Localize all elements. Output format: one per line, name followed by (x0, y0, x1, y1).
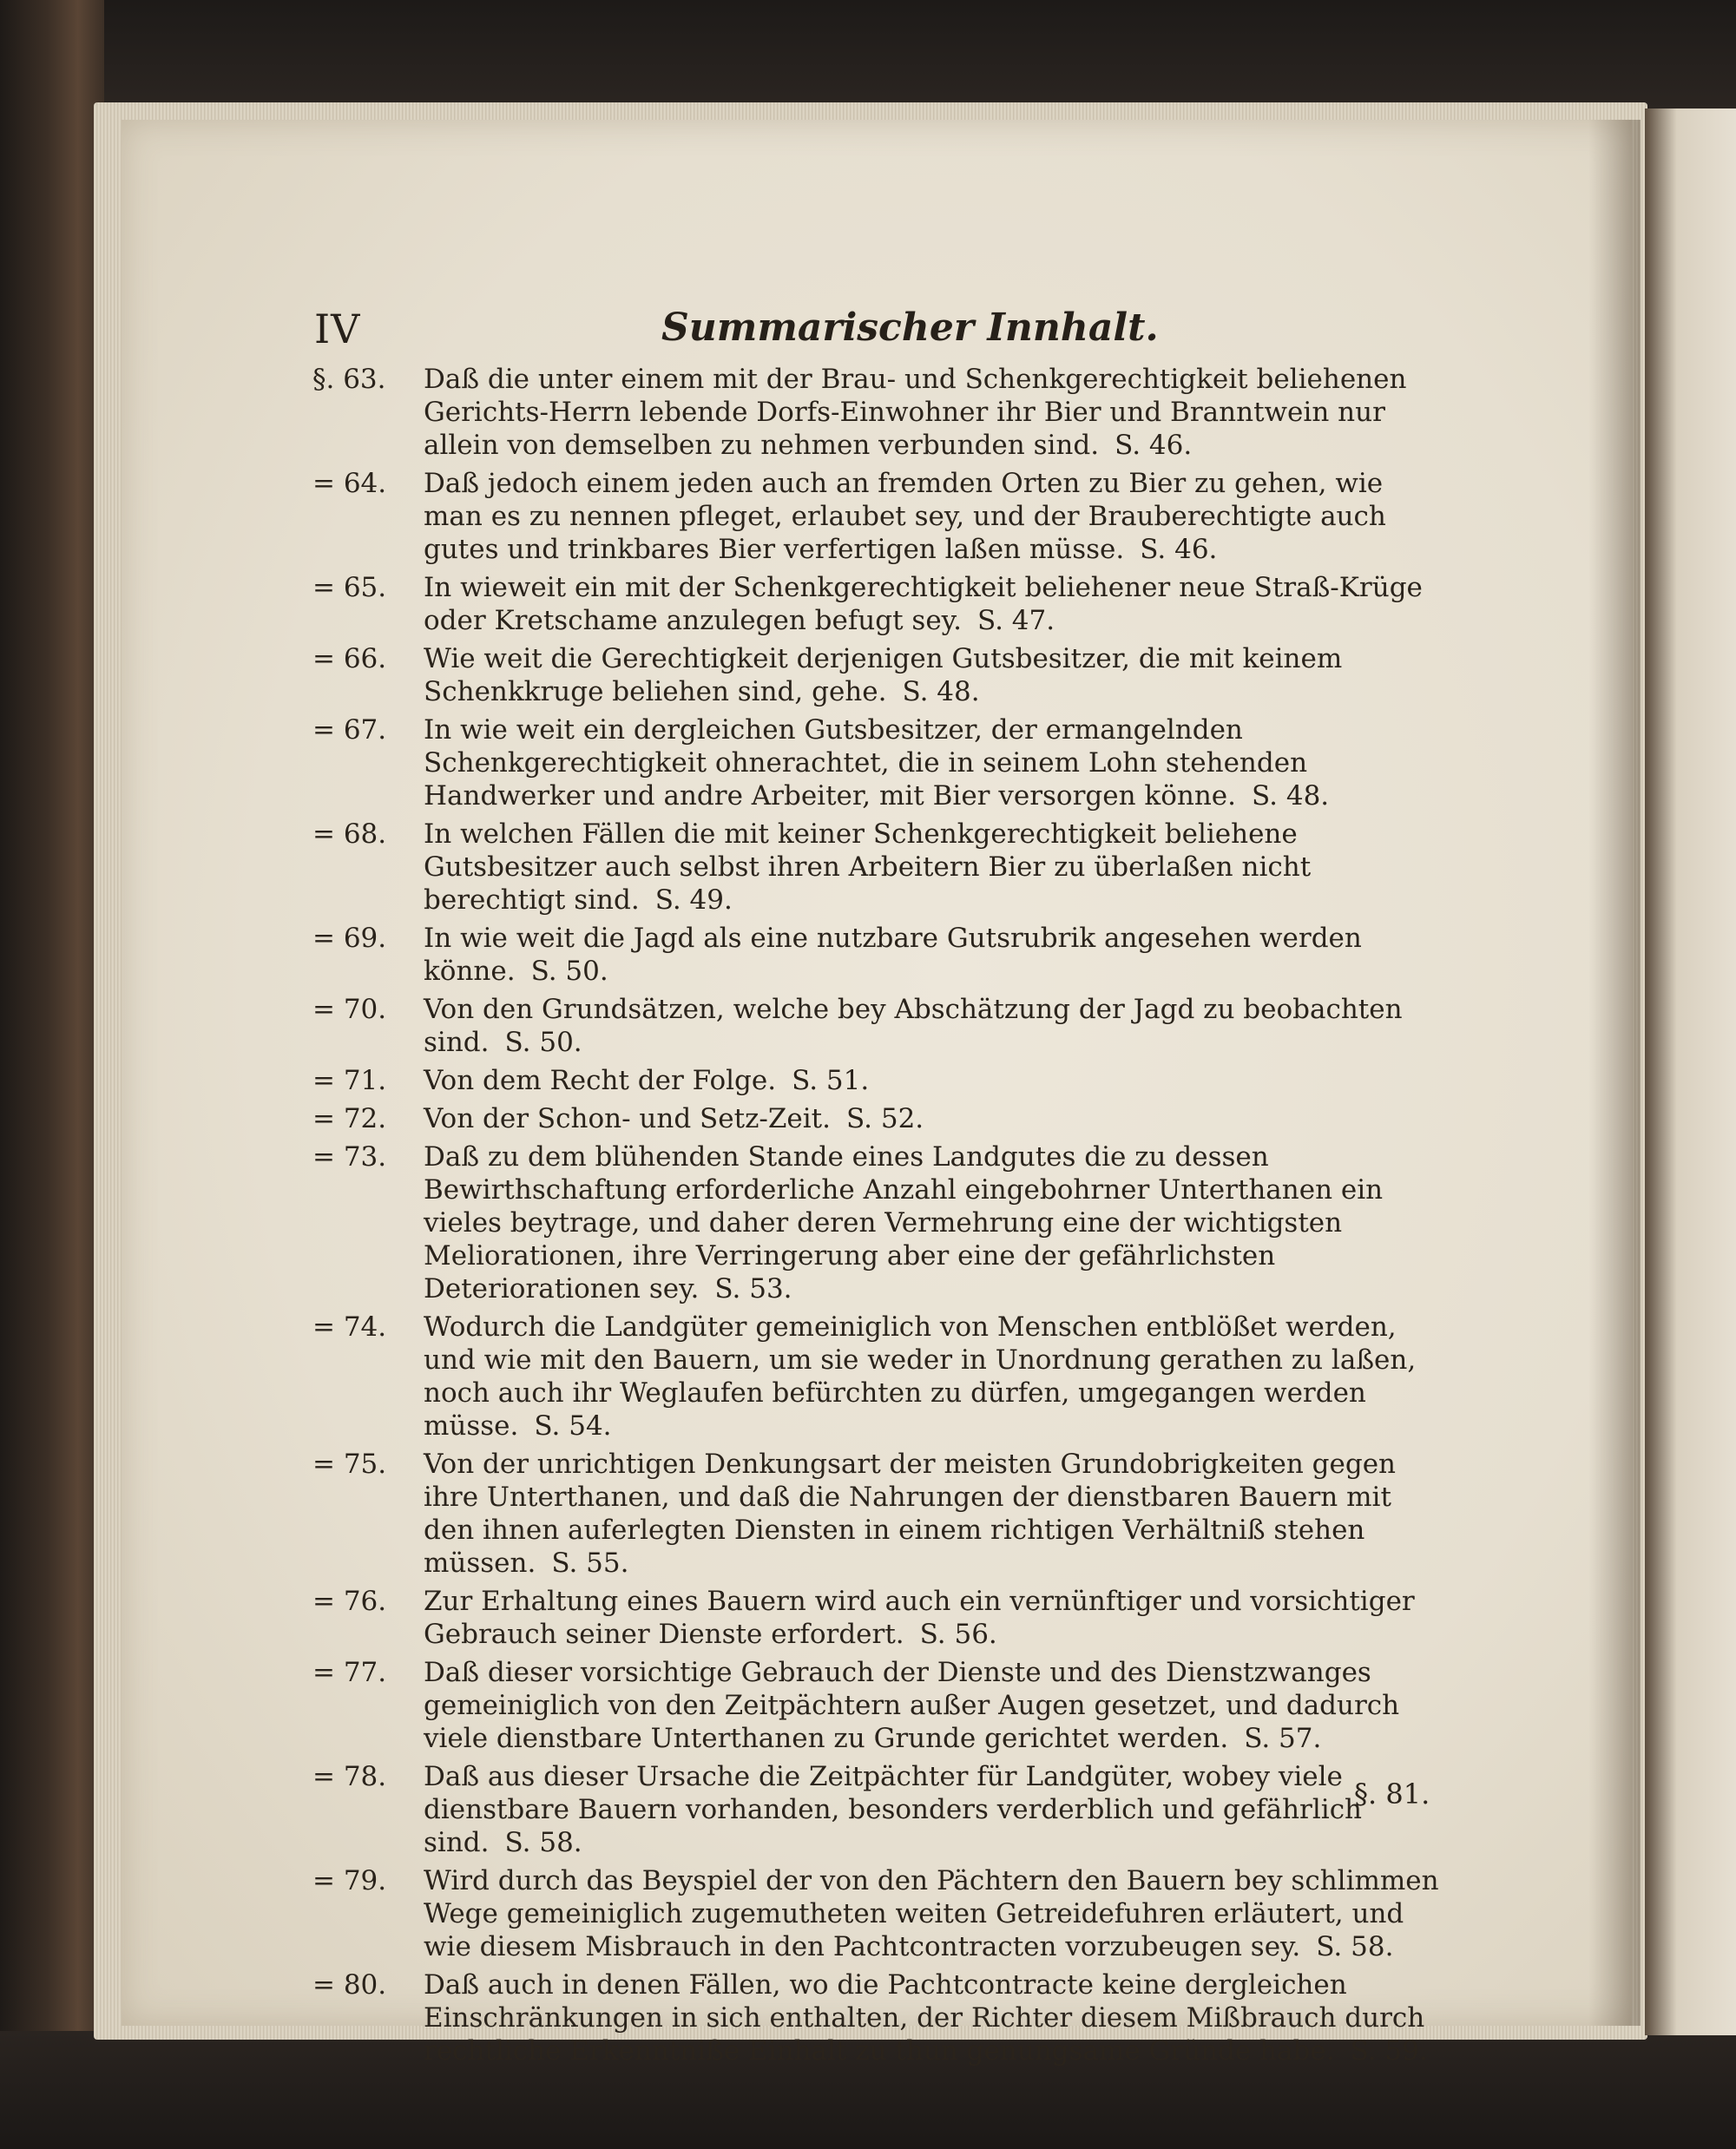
toc-entry (312, 467, 1441, 566)
toc-entry (312, 1140, 1441, 1305)
catchword: §. 81. (1354, 1778, 1430, 1811)
toc-entry (312, 1656, 1441, 1755)
entry-text: Zur Erhaltung eines Bauern wird auch ein vernünftiger und vorsichtiger Gebrauch seiner Dienste erfordert. (424, 1586, 1415, 1650)
book-binding (0, 0, 104, 2149)
entry-text-block (424, 642, 1441, 708)
entry-text-block (424, 467, 1441, 566)
section-marker: = 66. (312, 643, 387, 674)
entry-text: Wodurch die Landgüter gemeiniglich von Menschen entblößet werden, und wie mit den Bauern, um sie weder in Unordnung gerathen zu laßen, noch auch ihr Weglaufen befürchten zu dürfen, umgegangen werden müsse. (424, 1311, 1417, 1442)
page-header (314, 306, 1443, 358)
toc-entry (312, 1102, 1441, 1135)
page-reference: S. 46. (1115, 430, 1193, 461)
section-marker: = 78. (312, 1761, 387, 1792)
toc-entry (312, 363, 1441, 462)
section-marker: = 64. (312, 468, 387, 499)
entry-text-block (424, 922, 1441, 988)
entry-text-block (424, 571, 1441, 637)
gutter-shadow (1588, 120, 1641, 2026)
section-marker: = 79. (312, 1865, 387, 1896)
entry-text: In wieweit ein mit der Schenkgerechtigkeit beliehener neue Straß-Krüge oder Kretschame anzulegen befugt sey. (424, 572, 1423, 636)
section-marker: = 68. (312, 818, 387, 850)
toc-entry (312, 922, 1441, 988)
entry-text-block (424, 1311, 1441, 1443)
entry-text-block (424, 1760, 1441, 1859)
entry-text-block (424, 1064, 1441, 1097)
entry-text-block (424, 1448, 1441, 1580)
page-reference: S. 47. (976, 605, 1055, 636)
page-reference: S. 51. (792, 1065, 870, 1096)
toc-entry (312, 1311, 1441, 1443)
page-reference: S. 50. (530, 956, 608, 987)
entry-text: Daß jedoch einem jeden auch an fremden Orten zu Bier zu gehen, wie man es zu nennen pfleget, erlaubet sey, und der Brauberechtigte auch gutes und trinkbares Bier verfertigen laßen müsse. (424, 468, 1386, 565)
page-reference: S. 54. (534, 1410, 612, 1442)
entry-text: Von der unrichtigen Denkungsart der meisten Grundobrigkeiten gegen ihre Unterthanen, und daß die Nahrungen der dienstbaren Bauern mit den ihnen auferlegten Diensten in einem richtigen Verhältniß stehen müssen. (424, 1449, 1397, 1579)
page-reference: S. 55. (551, 1548, 629, 1579)
entry-text: Von den Grundsätzen, welche bey Abschätzung der Jagd zu beobachten sind. (424, 994, 1403, 1058)
section-marker: = 70. (312, 994, 387, 1025)
entry-text-block (424, 1140, 1441, 1305)
entry-text: In wie weit ein dergleichen Gutsbesitzer, der ermangelnden Schenkgerechtigkeit ohnerachtet, die in seinem Lohn stehenden Handwerker und andre Arbeiter, mit Bier versorgen könne. (424, 714, 1308, 812)
toc-entry (312, 993, 1441, 1059)
page-reference: S. 49. (654, 884, 733, 916)
entry-text-block (424, 1585, 1441, 1651)
entry-text: Daß auch in denen Fällen, wo die Pachtcontracte keine dergleichen Einschränkungen in sich enthalten, der Richter diesem Mißbrauch durch rechtliche Erkenntniße Einhalt zu thun genungsame Gründe habe. (424, 1969, 1425, 2067)
toc-entry (312, 1864, 1441, 1963)
entry-text-block (424, 818, 1441, 917)
section-marker: §. 63. (312, 364, 386, 395)
page-reference: S. 52. (846, 1103, 924, 1134)
toc-entry (312, 571, 1441, 637)
section-marker: = 77. (312, 1657, 387, 1688)
page-reference: S. 48. (902, 676, 980, 707)
section-marker: = 72. (312, 1103, 387, 1134)
section-marker: = 74. (312, 1311, 387, 1343)
page-reference: S. 50. (504, 1027, 582, 1058)
entry-text-block (424, 993, 1441, 1059)
toc-entry (312, 1585, 1441, 1651)
entry-text: Wie weit die Gerechtigkeit derjenigen Gutsbesitzer, die mit keinem Schenkkruge beliehen sind, gehe. (424, 643, 1343, 707)
entry-text-block (424, 1864, 1441, 1963)
entry-text-block (424, 1102, 1441, 1135)
entry-text: Daß dieser vorsichtige Gebrauch der Dienste und des Dienstzwanges gemeiniglich von den Zeitpächtern außer Augen gesetzet, und dadurch viele dienstbare Unterthanen zu Grunde gerichtet werden. (424, 1657, 1400, 1754)
entry-text-block (424, 1968, 1441, 2067)
toc-entry (312, 818, 1441, 917)
entry-text: In wie weit die Jagd als eine nutzbare Gutsrubrik angesehen werden könne. (424, 923, 1362, 987)
page-number: IV (314, 306, 361, 352)
section-marker: = 80. (312, 1969, 387, 2001)
table-of-contents (312, 363, 1441, 2073)
entry-text: In welchen Fällen die mit keiner Schenkgerechtigkeit beliehene Gutsbesitzer auch selbst ihren Arbeitern Bier zu überlaßen nicht berechtigt sind. (424, 818, 1312, 916)
toc-entry (312, 713, 1441, 812)
section-marker: = 75. (312, 1449, 387, 1480)
page-reference: S. 53. (714, 1273, 792, 1305)
toc-entry (312, 1760, 1441, 1859)
page-reference: S. 56. (919, 1619, 997, 1650)
section-marker: = 69. (312, 923, 387, 954)
section-marker: = 76. (312, 1586, 387, 1617)
entry-text: Von der Schon- und Setz-Zeit. (424, 1103, 831, 1134)
entry-text-block (424, 1656, 1441, 1755)
entry-text: Wird durch das Beyspiel der von den Pächtern den Bauern bey schlimmen Wege gemeiniglich zugemutheten weiten Getreidefuhren erläutert, und wie diesem Misbrauch in den Pachtcontracten vorzubeugen sey. (424, 1865, 1439, 1962)
toc-entry (312, 1064, 1441, 1097)
facing-page-edge (1645, 108, 1736, 2035)
toc-entry (312, 1448, 1441, 1580)
section-marker: = 65. (312, 572, 387, 603)
entry-text-block (424, 363, 1441, 462)
toc-entry (312, 642, 1441, 708)
entry-text: Daß die unter einem mit der Brau- und Schenkgerechtigkeit beliehenen Gerichts-Herrn lebende Dorfs-Einwohner ihr Bier und Branntwein nur allein von demselben zu nehmen verbunden sind. (424, 364, 1407, 461)
section-marker: = 67. (312, 714, 387, 746)
toc-entry (312, 1968, 1441, 2067)
section-marker: = 73. (312, 1141, 387, 1173)
page-reference: S. 48. (1252, 780, 1330, 812)
page-reference: S. 58. (1316, 1931, 1394, 1962)
section-marker: = 71. (312, 1065, 387, 1096)
page-reference: S. 57. (1244, 1723, 1322, 1754)
book-cover-top (0, 0, 1736, 108)
page-reference: S. 58. (504, 1827, 582, 1858)
page-reference: S. 46. (1140, 534, 1218, 565)
entry-text-block (424, 713, 1441, 812)
entry-text: Daß aus dieser Ursache die Zeitpächter für Landgüter, wobey viele dienstbare Bauern vorhanden, besonders verderblich und gefährlich sind. (424, 1761, 1363, 1858)
entry-text: Von dem Recht der Folge. (424, 1065, 777, 1096)
entry-text: Daß zu dem blühenden Stande eines Landgutes die zu dessen Bewirthschaftung erforderliche Anzahl eingebohrner Unterthanen ein vieles beytrage, und daher deren Vermehrung eine der wichtigsten Meliorationen, ihre Verringerung aber eine der gefährlichsten Deteriorationen sey. (424, 1141, 1384, 1305)
page-reference: S. 59. (1350, 2035, 1428, 2067)
running-title: Summarischer Innhalt. (661, 306, 1159, 350)
